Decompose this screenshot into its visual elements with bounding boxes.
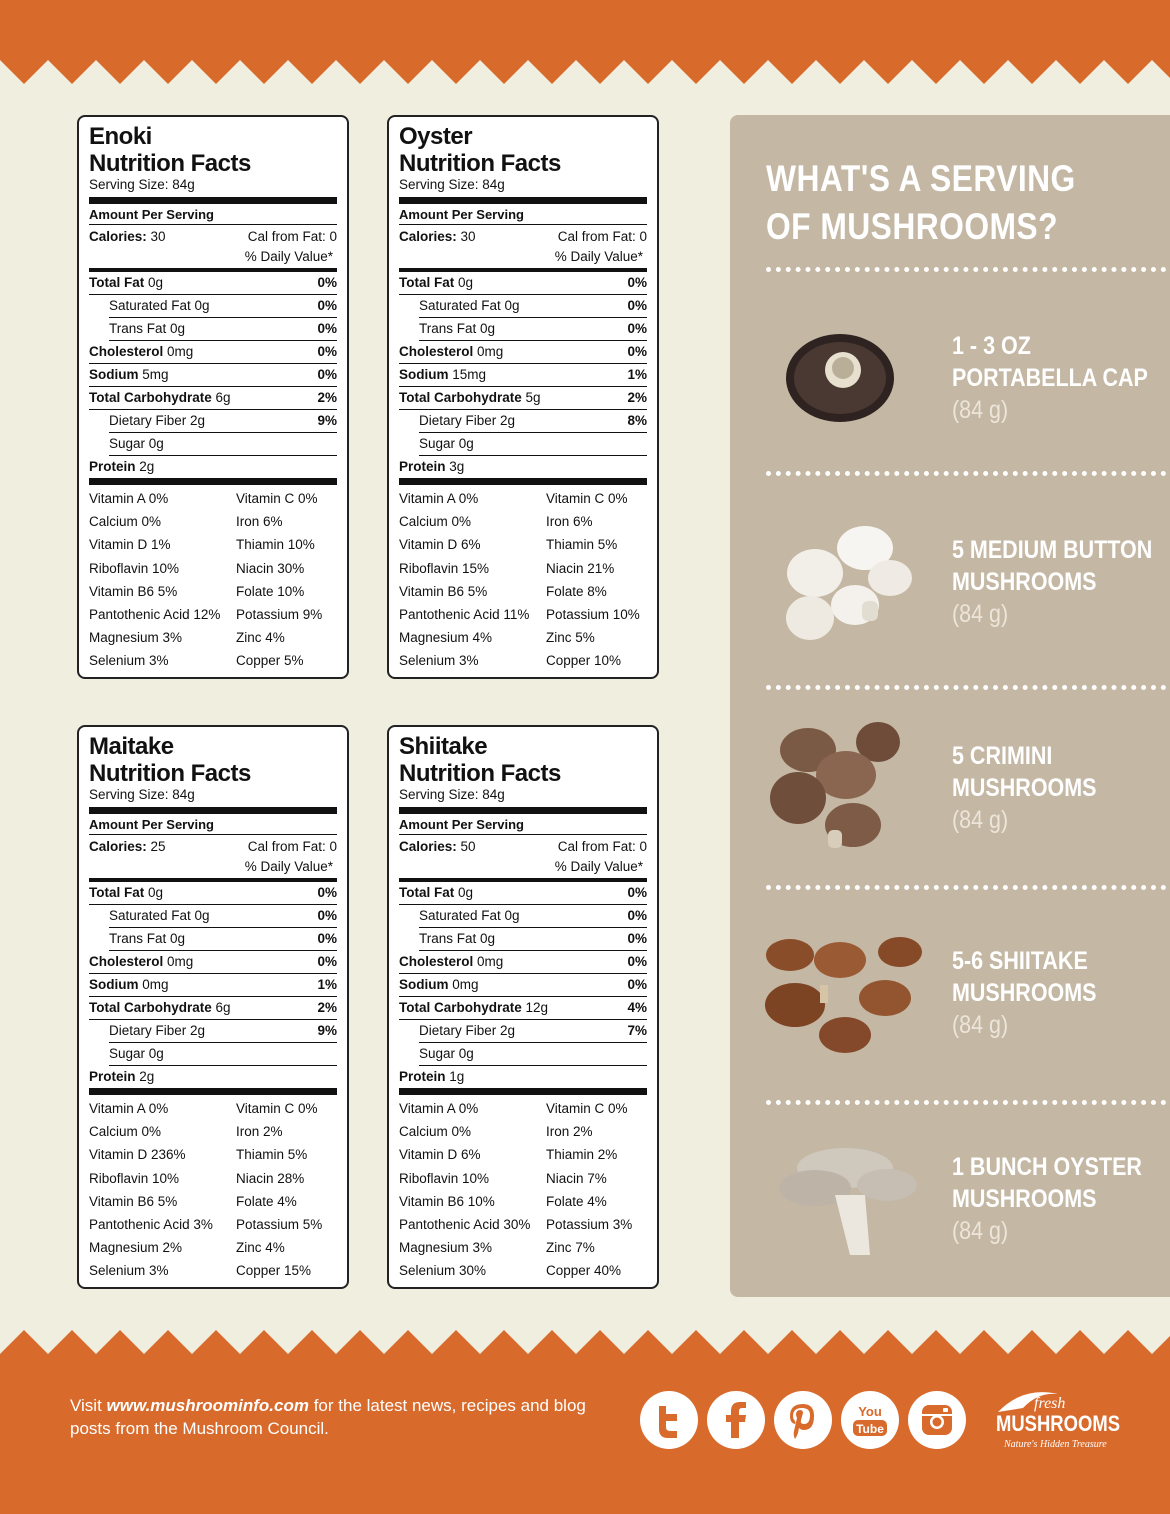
vitamin-item: Zinc 4% [236, 1240, 285, 1256]
serving-item-oyster: 1 BUNCH OYSTER MUSHROOMS (84 g) [952, 1153, 1142, 1245]
vitamin-item: Niacin 21% [546, 560, 615, 576]
vitamin-item: Magnesium 3% [399, 1240, 493, 1256]
serving-item-shiitake: 5-6 SHIITAKE MUSHROOMS (84 g) [952, 947, 1097, 1039]
oyster-mushrooms-image [775, 1140, 925, 1260]
twitter-icon[interactable] [640, 1391, 698, 1449]
dotted-divider [766, 885, 1170, 890]
vitamin-item: Riboflavin 15% [399, 560, 490, 576]
nutrient-row: Total Carbohydrate 6g 2% [89, 387, 337, 410]
nutrient-row: Saturated Fat 0g 0% [419, 295, 647, 318]
logo-name: MUSHROOMS [996, 1411, 1120, 1436]
vitamin-item: Riboflavin 10% [399, 1170, 490, 1186]
vitamin-item: Thiamin 5% [546, 537, 618, 553]
dotted-divider [766, 1100, 1170, 1105]
vitamin-item: Riboflavin 10% [89, 1170, 180, 1186]
vitamins-grid [399, 1095, 647, 1283]
label-product-name: Enoki [89, 123, 152, 150]
vitamin-item: Calcium 0% [89, 514, 162, 530]
website-link[interactable]: www.mushroominfo.com [106, 1396, 309, 1415]
top-zigzag-band [0, 0, 1170, 84]
vitamin-item: Vitamin C 0% [236, 1101, 318, 1116]
nutrition-label-shiitake [387, 725, 659, 1289]
vitamin-item: Niacin 30% [236, 560, 305, 576]
facebook-icon[interactable] [707, 1391, 765, 1449]
nutrient-row: Total Carbohydrate 5g 2% [399, 387, 647, 410]
vitamin-item: Potassium 3% [546, 1217, 633, 1233]
nutrient-row: Protein 1g [399, 1066, 647, 1095]
vitamin-item: Iron 6% [236, 514, 283, 530]
cal-from-fat: Cal from Fat: 0 [557, 839, 647, 854]
dotted-divider [766, 267, 1170, 272]
nutrient-row: Cholesterol 0mg 0% [89, 951, 337, 974]
nutrient-row: Trans Fat 0g 0% [419, 318, 647, 341]
nutrient-row: Sugar 0g [109, 433, 337, 456]
vitamin-item: Thiamin 10% [236, 537, 315, 553]
nutrient-row: Sodium 15mg 1% [399, 364, 647, 387]
youtube-icon[interactable] [841, 1391, 899, 1449]
label-heading: Nutrition Facts [399, 760, 561, 787]
vitamin-item: Vitamin D 6% [399, 537, 481, 553]
label-product-name: Maitake [89, 733, 174, 760]
serving-item-crimini: 5 CRIMINI MUSHROOMS (84 g) [952, 742, 1097, 834]
vitamin-item: Folate 10% [236, 583, 305, 599]
panel-title: WHAT'S A SERVING OF MUSHROOMS? [766, 158, 1076, 247]
nutrient-row: Protein 3g [399, 456, 647, 485]
nutrient-row: Total Carbohydrate 12g 4% [399, 997, 647, 1020]
vitamin-item: Vitamin D 236% [89, 1147, 186, 1163]
calories-row: Calories: 30 Cal from Fat: 0 [89, 225, 337, 247]
vitamin-item: Potassium 10% [546, 607, 640, 623]
nutrient-row: Dietary Fiber 2g 9% [109, 410, 337, 433]
vitamin-item: Folate 4% [236, 1193, 297, 1209]
vitamin-item: Copper 15% [236, 1263, 312, 1279]
amount-per-serving: Amount Per Serving [399, 814, 647, 835]
vitamin-item: Calcium 0% [399, 1124, 472, 1140]
vitamin-item: Zinc 5% [546, 630, 595, 646]
svg-text:You: You [858, 1404, 882, 1419]
nutrient-row: Protein 2g [89, 1066, 337, 1095]
instagram-icon[interactable] [908, 1391, 966, 1449]
vitamins-grid [89, 485, 337, 673]
vitamin-item: Calcium 0% [89, 1124, 162, 1140]
vitamin-item: Niacin 28% [236, 1170, 305, 1186]
nutrient-row: Dietary Fiber 2g 7% [419, 1020, 647, 1043]
nutrient-row: Dietary Fiber 2g 9% [109, 1020, 337, 1043]
vitamin-item: Zinc 4% [236, 630, 285, 646]
vitamin-item: Vitamin A 0% [89, 1101, 169, 1116]
button-mushrooms-image [770, 523, 920, 648]
vitamin-item: Pantothenic Acid 11% [399, 607, 530, 623]
vitamin-item: Iron 6% [546, 514, 593, 530]
vitamin-item: Pantothenic Acid 3% [89, 1217, 213, 1233]
vitamin-item: Potassium 5% [236, 1217, 323, 1233]
vitamin-item: Pantothenic Acid 30% [399, 1217, 531, 1233]
nutrient-row: Saturated Fat 0g 0% [419, 905, 647, 928]
nutrient-row: Total Fat 0g 0% [89, 272, 337, 295]
calories-row: Calories: 50 Cal from Fat: 0 [399, 835, 647, 857]
vitamin-item: Vitamin D 1% [89, 537, 171, 553]
nutrient-row: Saturated Fat 0g 0% [109, 905, 337, 928]
vitamin-item: Vitamin B6 5% [399, 583, 488, 599]
nutrient-row: Cholesterol 0mg 0% [89, 341, 337, 364]
nutrition-label-enoki [77, 115, 349, 679]
vitamin-item: Magnesium 3% [89, 630, 183, 646]
footer-text: Visit www.mushroominfo.com for the latest news, recipes and blog posts from the Mushroom Council. [70, 1396, 586, 1438]
nutrition-label-maitake [77, 725, 349, 1289]
vitamin-item: Calcium 0% [399, 514, 472, 530]
serving-size: Serving Size: 84g [89, 787, 337, 814]
nutrient-row: Saturated Fat 0g 0% [109, 295, 337, 318]
fresh-mushrooms-logo [990, 1384, 1130, 1454]
vitamin-item: Folate 8% [546, 583, 607, 599]
vitamin-item: Zinc 7% [546, 1240, 595, 1256]
cal-from-fat: Cal from Fat: 0 [247, 229, 337, 244]
crimini-image [768, 720, 908, 855]
serving-item-button: 5 MEDIUM BUTTON MUSHROOMS (84 g) [952, 536, 1153, 628]
daily-value-header: % Daily Value* [89, 857, 337, 882]
pinterest-icon[interactable] [774, 1391, 832, 1449]
shiitake-image [760, 930, 930, 1065]
logo-tagline: Nature's Hidden Treasure [1004, 1439, 1107, 1450]
amount-per-serving: Amount Per Serving [89, 204, 337, 225]
nutrient-row: Trans Fat 0g 0% [419, 928, 647, 951]
label-heading: Nutrition Facts [89, 760, 251, 787]
vitamin-item: Magnesium 2% [89, 1240, 183, 1256]
nutrient-row: Cholesterol 0mg 0% [399, 341, 647, 364]
nutrient-row: Sugar 0g [419, 433, 647, 456]
serving-panel [730, 115, 1170, 1297]
svg-text:Tube: Tube [856, 1422, 884, 1436]
logo-fresh: fresh [1034, 1395, 1066, 1412]
calories-row: Calories: 25 Cal from Fat: 0 [89, 835, 337, 857]
nutrient-row: Dietary Fiber 2g 8% [419, 410, 647, 433]
vitamin-item: Vitamin A 0% [89, 491, 169, 506]
serving-size: Serving Size: 84g [399, 177, 647, 204]
nutrition-label-oyster [387, 115, 659, 679]
vitamin-item: Vitamin A 0% [399, 1101, 479, 1116]
serving-size: Serving Size: 84g [399, 787, 647, 814]
daily-value-header: % Daily Value* [399, 857, 647, 882]
vitamin-item: Thiamin 2% [546, 1147, 618, 1163]
vitamin-item: Copper 40% [546, 1263, 622, 1279]
vitamin-item: Niacin 7% [546, 1170, 607, 1186]
vitamin-item: Selenium 30% [399, 1263, 487, 1279]
nutrient-row: Trans Fat 0g 0% [109, 318, 337, 341]
nutrient-row: Cholesterol 0mg 0% [399, 951, 647, 974]
vitamin-item: Selenium 3% [399, 653, 479, 669]
nutrient-row: Sodium 0mg 1% [89, 974, 337, 997]
nutrient-row: Total Fat 0g 0% [399, 272, 647, 295]
nutrient-row: Sodium 5mg 0% [89, 364, 337, 387]
label-product-name: Shiitake [399, 733, 488, 760]
vitamin-item: Vitamin B6 5% [89, 1193, 178, 1209]
nutrient-row: Sugar 0g [109, 1043, 337, 1066]
vitamin-item: Pantothenic Acid 12% [89, 607, 221, 623]
vitamins-grid [399, 485, 647, 673]
vitamin-item: Riboflavin 10% [89, 560, 180, 576]
nutrient-row: Sugar 0g [419, 1043, 647, 1066]
serving-item-portabella: 1 - 3 OZ PORTABELLA CAP (84 g) [952, 332, 1148, 424]
portabella-image [780, 320, 900, 430]
dotted-divider [766, 685, 1170, 690]
vitamin-item: Thiamin 5% [236, 1147, 308, 1163]
label-heading: Nutrition Facts [89, 150, 251, 177]
vitamin-item: Selenium 3% [89, 653, 169, 669]
label-heading: Nutrition Facts [399, 150, 561, 177]
vitamin-item: Vitamin C 0% [236, 491, 318, 506]
vitamin-item: Potassium 9% [236, 607, 323, 623]
vitamin-item: Vitamin B6 5% [89, 583, 178, 599]
serving-size: Serving Size: 84g [89, 177, 337, 204]
nutrient-row: Total Fat 0g 0% [399, 882, 647, 905]
nutrient-row: Trans Fat 0g 0% [109, 928, 337, 951]
nutrient-row: Sodium 0mg 0% [399, 974, 647, 997]
daily-value-header: % Daily Value* [399, 247, 647, 272]
cal-from-fat: Cal from Fat: 0 [557, 229, 647, 244]
vitamin-item: Iron 2% [546, 1124, 593, 1140]
nutrient-row: Total Fat 0g 0% [89, 882, 337, 905]
vitamin-item: Vitamin A 0% [399, 491, 479, 506]
vitamin-item: Vitamin C 0% [546, 491, 628, 506]
nutrient-row: Total Carbohydrate 6g 2% [89, 997, 337, 1020]
vitamin-item: Iron 2% [236, 1124, 283, 1140]
amount-per-serving: Amount Per Serving [89, 814, 337, 835]
vitamin-item: Copper 10% [546, 653, 622, 669]
dotted-divider [766, 471, 1170, 476]
vitamin-item: Vitamin B6 10% [399, 1193, 495, 1209]
vitamin-item: Copper 5% [236, 653, 304, 669]
nutrient-row: Protein 2g [89, 456, 337, 485]
vitamin-item: Selenium 3% [89, 1263, 169, 1279]
vitamin-item: Vitamin D 6% [399, 1147, 481, 1163]
label-product-name: Oyster [399, 123, 473, 150]
cal-from-fat: Cal from Fat: 0 [247, 839, 337, 854]
vitamins-grid [89, 1095, 337, 1283]
amount-per-serving: Amount Per Serving [399, 204, 647, 225]
daily-value-header: % Daily Value* [89, 247, 337, 272]
vitamin-item: Vitamin C 0% [546, 1101, 628, 1116]
vitamin-item: Folate 4% [546, 1193, 607, 1209]
calories-row: Calories: 30 Cal from Fat: 0 [399, 225, 647, 247]
vitamin-item: Magnesium 4% [399, 630, 493, 646]
